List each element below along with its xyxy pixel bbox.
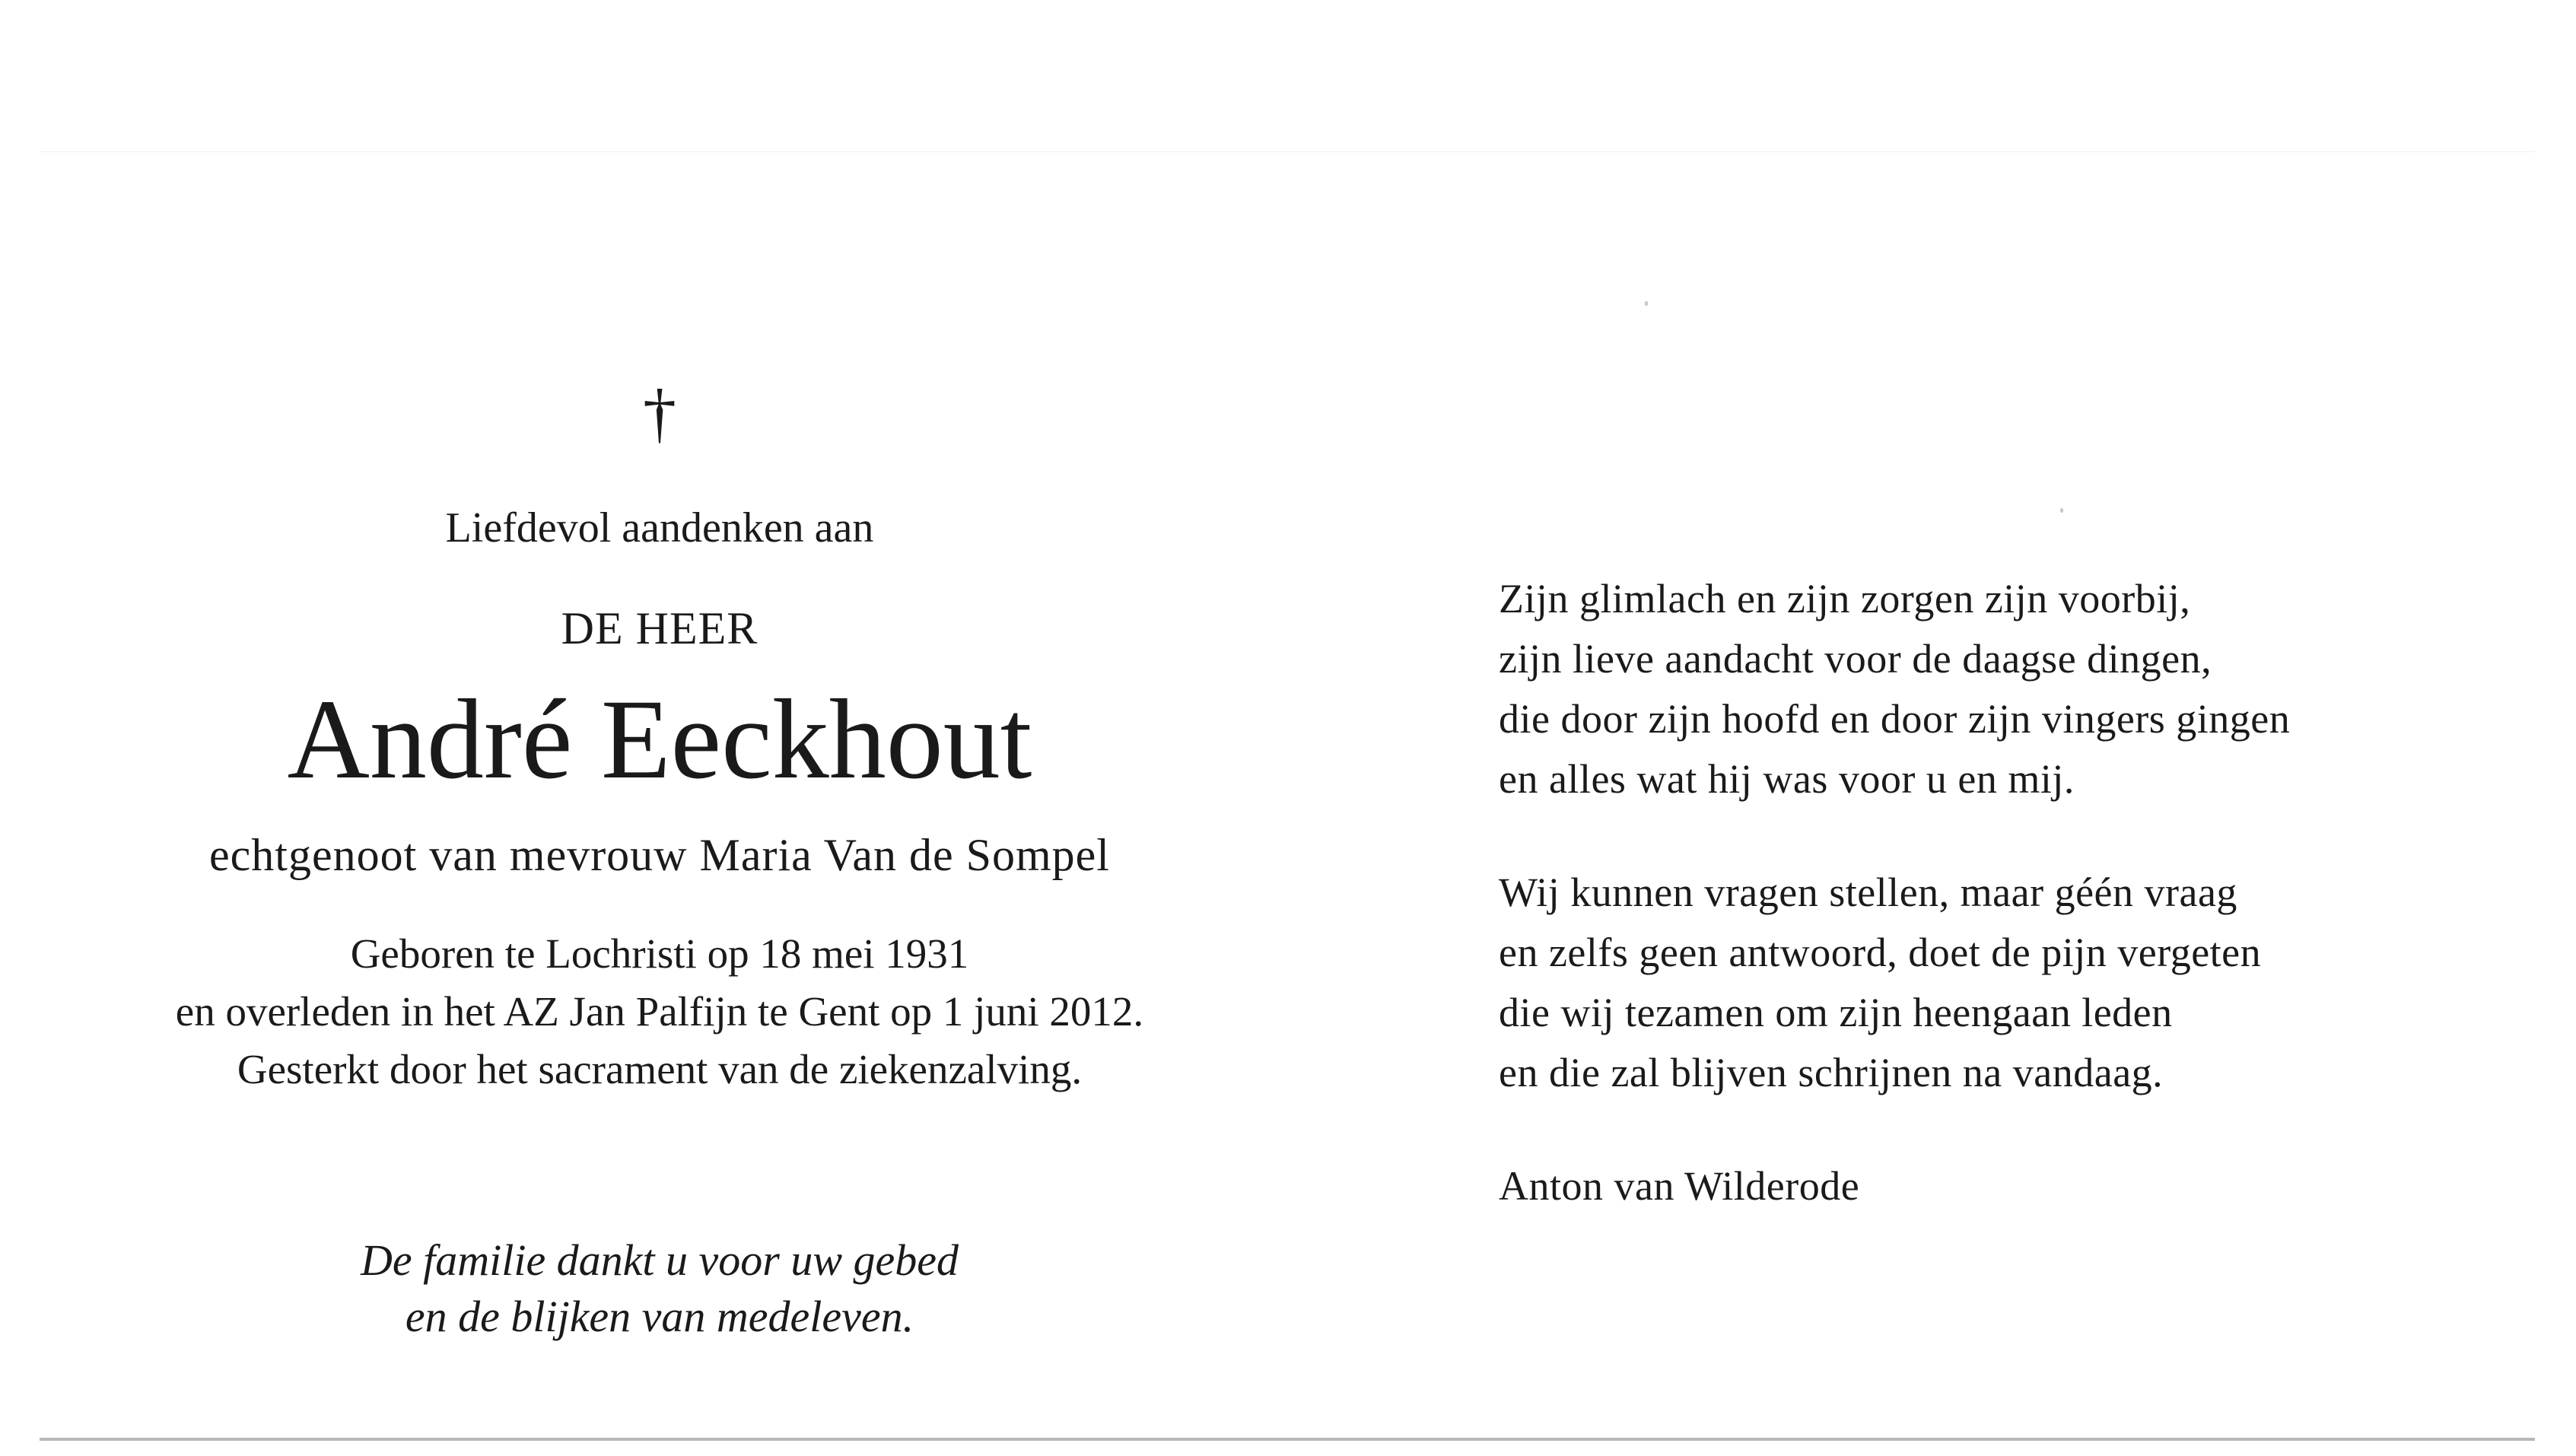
deceased-name: André Eeckhout [287, 676, 1032, 803]
paper-speck [2060, 508, 2063, 513]
family-thanks [40, 1232, 1280, 1345]
poem-stanza-2 [1499, 863, 2488, 1103]
poem-author: Anton van Wilderode [1499, 1163, 1860, 1209]
death-line: en overleden in het AZ Jan Palfijn te Gent op 1 juni 2012. [175, 988, 1144, 1035]
poem-line: Wij kunnen vragen stellen, maar géén vraag [1499, 869, 2237, 915]
sacrament-line: Gesterkt door het sacrament van de ziekenzalving. [237, 1046, 1083, 1092]
poem-line: die wij tezamen om zijn heengaan leden [1499, 990, 2173, 1035]
birth-line: Geboren te Lochristi op 18 mei 1931 [350, 930, 969, 977]
memorial-card [40, 152, 2535, 1441]
intro-text: Liefdevol aandenken aan [445, 504, 874, 552]
poem-stanza-1 [1499, 569, 2488, 809]
life-details [40, 925, 1280, 1098]
paper-speck [1645, 301, 1648, 306]
spouse-line: echtgenoot van mevrouw Maria Van de Sompel [209, 830, 1110, 880]
poem-line: en die zal blijven schrijnen na vandaag. [1499, 1050, 2164, 1095]
honorific-title: DE HEER [561, 603, 758, 653]
poem-line: en zelfs geen antwoord, doet de pijn vergeten [1499, 930, 2262, 975]
poem-panel [1499, 569, 2488, 1216]
cross-icon: † [643, 377, 676, 450]
poem-line: Zijn glimlach en zijn zorgen zijn voorbij, [1499, 576, 2191, 622]
memorial-left-panel [40, 152, 1280, 1438]
poem-line: die door zijn hoofd en door zijn vingers gingen [1499, 696, 2291, 742]
poem-line: en alles wat hij was voor u en mij. [1499, 756, 2075, 802]
thanks-line-2: en de blijken van medeleven. [405, 1292, 914, 1341]
poem-line: zijn lieve aandacht voor de daagse dingen, [1499, 636, 2212, 682]
thanks-line-1: De familie dankt u voor uw gebed [360, 1235, 959, 1285]
